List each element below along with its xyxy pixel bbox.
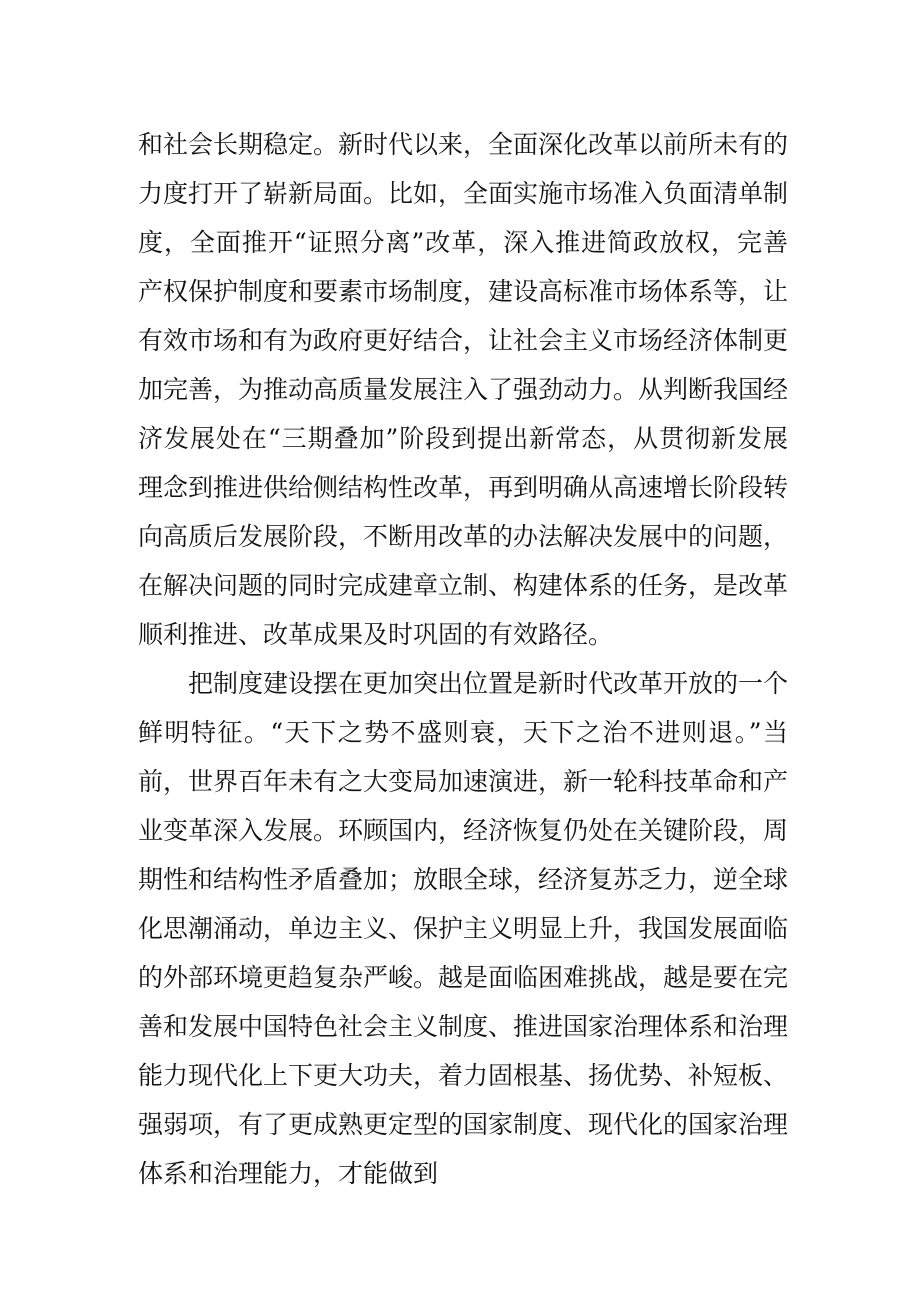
text-line: 和社会长期稳定。新时代以来，全面深化改革以前所未有的 <box>138 130 789 159</box>
text-line: 前，世界百年未有之大变局加速演进，新一轮科技革命和产 <box>138 767 789 796</box>
text-line: 有效市场和有为政府更好结合，让社会主义市场经济体制更 <box>138 326 789 355</box>
text-line: 度，全面推开“证照分离”改革，深入推进简政放权，完善 <box>138 228 788 257</box>
text-line: 化思潮涌动，单边主义、保护主义明显上升，我国发展面临 <box>138 914 789 943</box>
document-body <box>138 120 788 1198</box>
text-line: 理念到推进供给侧结构性改革，再到明确从高速增长阶段转 <box>138 473 789 502</box>
text-line: 在解决问题的同时完成建章立制、构建体系的任务，是改革 <box>138 571 789 600</box>
text-line: 能力现代化上下更大功夫，着力固根基、扬优势、补短板、 <box>138 1061 789 1090</box>
text-line: 加完善，为推动高质量发展注入了强劲动力。从判断我国经 <box>138 375 789 404</box>
text-line: 产权保护制度和要素市场制度，建设高标准市场体系等，让 <box>138 277 789 306</box>
text-line: 力度打开了崭新局面。比如，全面实施市场准入负面清单制 <box>138 179 789 208</box>
text-line: 把制度建设摆在更加突出位置是新时代改革开放的一个 <box>188 669 789 698</box>
text-line: 期性和结构性矛盾叠加；放眼全球，经济复苏乏力，逆全球 <box>138 865 789 894</box>
text-line: 业变革深入发展。环顾国内，经济恢复仍处在关键阶段，周 <box>138 816 789 845</box>
paragraph-2 <box>138 659 788 1198</box>
text-line: 善和发展中国特色社会主义制度、推进国家治理体系和治理 <box>138 1012 789 1041</box>
text-line: 向高质后发展阶段，不断用改革的办法解决发展中的问题， <box>138 522 789 551</box>
text-line: 强弱项，有了更成熟更定型的国家制度、现代化的国家治理 <box>138 1110 789 1139</box>
text-line: 顺利推进、改革成果及时巩固的有效路径。 <box>138 620 614 649</box>
text-line: 体系和治理能力，才能做到 <box>138 1159 439 1188</box>
text-line: 鲜明特征。“天下之势不盛则衰，天下之治不进则退。”当 <box>138 718 788 747</box>
paragraph-1 <box>138 120 788 659</box>
text-line: 的外部环境更趋复杂严峻。越是面临困难挑战，越是要在完 <box>138 963 789 992</box>
text-line: 济发展处在“三期叠加”阶段到提出新常态，从贯彻新发展 <box>138 424 788 453</box>
